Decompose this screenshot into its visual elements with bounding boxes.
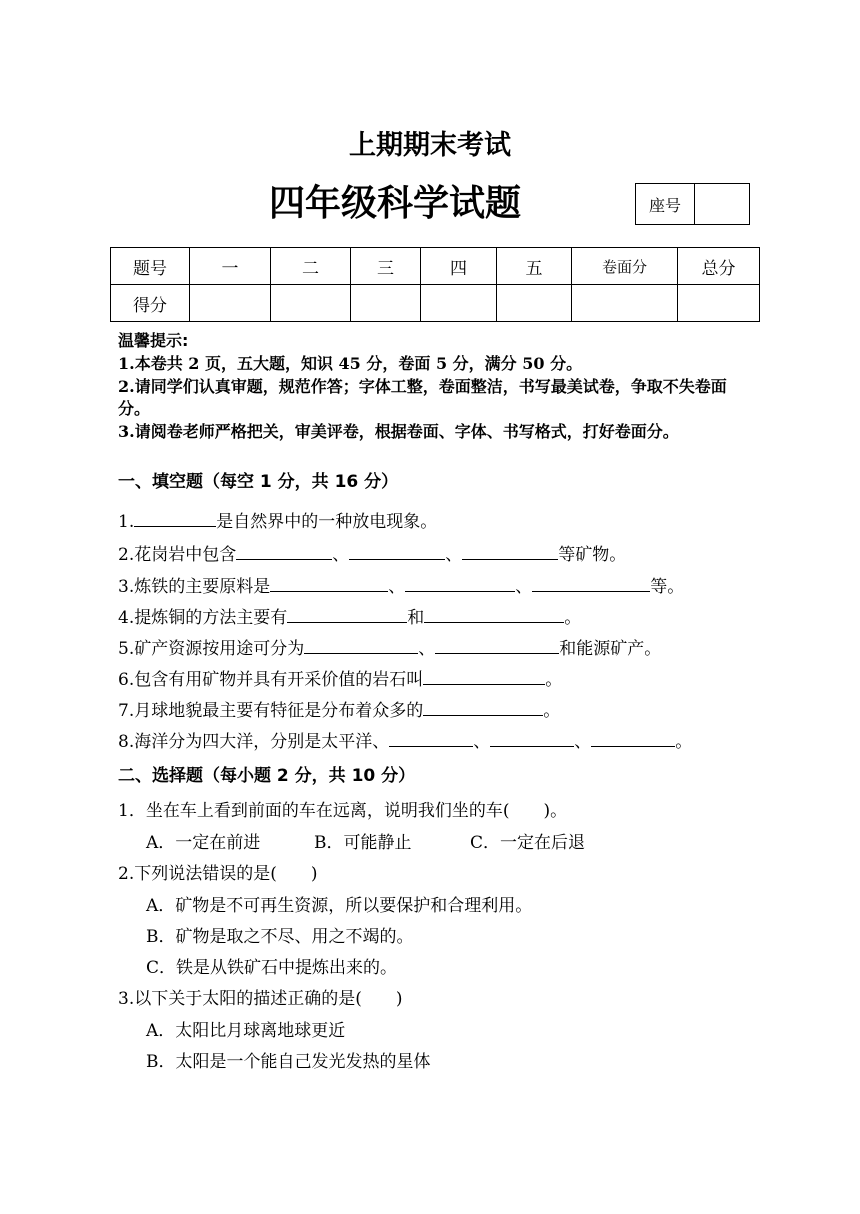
question-text: 。 (545, 670, 563, 690)
choice-option[interactable]: B．太阳是一个能自己发光发热的星体 (146, 1052, 431, 1072)
question-text: 2.花岗岩中包含 (118, 545, 237, 565)
section-title-fill-blank: 一、填空题（每空 1 分，共 16 分） (118, 472, 399, 492)
question-text: 和 (407, 608, 425, 628)
exam-subtitle: 上期期末考试 (349, 130, 511, 161)
choice-option[interactable]: C．一定在后退 (470, 833, 586, 853)
question-text: 是自然界中的一种放电现象。 (216, 512, 438, 532)
score-table-header-cell: 五 (497, 248, 572, 285)
question-text: 、 (445, 545, 463, 565)
question-2 (118, 541, 758, 567)
question-text: 、 (574, 732, 592, 752)
question-text: 3.炼铁的主要原料是 (118, 577, 271, 597)
answer-blank[interactable] (405, 573, 515, 592)
score-table-row-label: 得分 (111, 285, 190, 322)
score-cell[interactable] (421, 285, 497, 322)
answer-blank[interactable] (591, 728, 675, 747)
answer-blank[interactable] (424, 604, 564, 623)
question-text: 。 (564, 608, 582, 628)
exam-title: 四年级科学试题 (268, 183, 521, 224)
choice-option[interactable]: B．矿物是取之不尽、用之不竭的。 (146, 927, 414, 947)
question-text: 1. (118, 512, 135, 532)
choice-question-2: 2.下列说法错误的是( ) (118, 864, 318, 884)
score-cell[interactable] (351, 285, 421, 322)
tip-item: 3.请阅卷老师严格把关，审美评卷，根据卷面、字体、书写格式，打好卷面分。 (118, 422, 679, 441)
section-title-multiple-choice: 二、选择题（每小题 2 分，共 10 分） (118, 766, 416, 786)
question-4 (118, 604, 758, 630)
choice-option[interactable]: A．太阳比月球离地球更近 (146, 1021, 346, 1041)
question-text: 。 (543, 701, 561, 721)
question-text: 4.提炼铜的方法主要有 (118, 608, 288, 628)
question-text: 和能源矿产。 (559, 639, 662, 659)
question-5 (118, 635, 758, 661)
score-cell[interactable] (271, 285, 351, 322)
question-text: 、 (515, 577, 533, 597)
question-text: 7.月球地貌最主要有特征是分布着众多的 (118, 701, 424, 721)
question-text: 、 (473, 732, 491, 752)
score-cell[interactable] (678, 285, 760, 322)
question-text: 、 (332, 545, 350, 565)
answer-blank[interactable] (236, 541, 332, 560)
score-cell[interactable] (497, 285, 572, 322)
answer-blank[interactable] (423, 697, 543, 716)
score-table-header-cell: 总分 (678, 248, 760, 285)
question-8 (118, 728, 758, 754)
answer-blank[interactable] (134, 508, 216, 527)
tip-item: 1.本卷共 2 页，五大题，知识 45 分，卷面 5 分，满分 50 分。 (118, 354, 583, 373)
question-text: 。 (675, 732, 693, 752)
score-table-score-row (111, 285, 760, 322)
score-table-header-cell: 题号 (111, 248, 190, 285)
score-table (110, 247, 760, 322)
answer-blank[interactable] (389, 728, 473, 747)
answer-blank[interactable] (435, 635, 559, 654)
question-text: 等矿物。 (558, 545, 627, 565)
seat-number-box (635, 183, 750, 225)
score-table-header-cell: 一 (190, 248, 271, 285)
question-text: 、 (388, 577, 406, 597)
tip-item: 2.请同学们认真审题，规范作答；字体工整，卷面整洁，书写最美试卷，争取不失卷面分。 (118, 377, 727, 418)
answer-blank[interactable] (304, 635, 418, 654)
score-table-header-cell: 卷面分 (572, 248, 678, 285)
question-7 (118, 697, 758, 723)
score-table-header-cell: 三 (351, 248, 421, 285)
score-table-header-cell: 二 (271, 248, 351, 285)
question-1 (118, 508, 758, 534)
answer-blank[interactable] (490, 728, 574, 747)
choice-option[interactable]: A．矿物是不可再生资源，所以要保护和合理利用。 (146, 896, 533, 916)
question-text: 8.海洋分为四大洋，分别是太平洋、 (118, 732, 390, 752)
score-table-header-cell: 四 (421, 248, 497, 285)
choice-question-1: 1．坐在车上看到前面的车在远离，说明我们坐的车( )。 (118, 801, 568, 821)
choice-question-3: 3.以下关于太阳的描述正确的是( ) (118, 989, 403, 1009)
choice-options-row (146, 831, 746, 855)
answer-blank[interactable] (532, 573, 650, 592)
answer-blank[interactable] (287, 604, 407, 623)
question-text: 6.包含有用矿物并具有开采价值的岩石叫 (118, 670, 424, 690)
seat-number-label: 座号 (636, 184, 695, 224)
question-3 (118, 573, 758, 599)
seat-number-field[interactable] (695, 184, 749, 224)
question-6 (118, 666, 758, 692)
choice-option[interactable]: C．铁是从铁矿石中提炼出来的。 (146, 958, 398, 978)
answer-blank[interactable] (462, 541, 558, 560)
answer-blank[interactable] (349, 541, 445, 560)
choice-option[interactable]: A．一定在前进 (146, 833, 261, 853)
question-text: 5.矿产资源按用途可分为 (118, 639, 305, 659)
question-text: 等。 (650, 577, 685, 597)
tips-title: 温馨提示: (118, 331, 189, 350)
question-text: 、 (418, 639, 436, 659)
answer-blank[interactable] (423, 666, 545, 685)
choice-option[interactable]: B．可能静止 (314, 833, 412, 853)
score-cell[interactable] (572, 285, 678, 322)
score-cell[interactable] (190, 285, 271, 322)
answer-blank[interactable] (270, 573, 388, 592)
score-table-header-row (111, 248, 760, 285)
